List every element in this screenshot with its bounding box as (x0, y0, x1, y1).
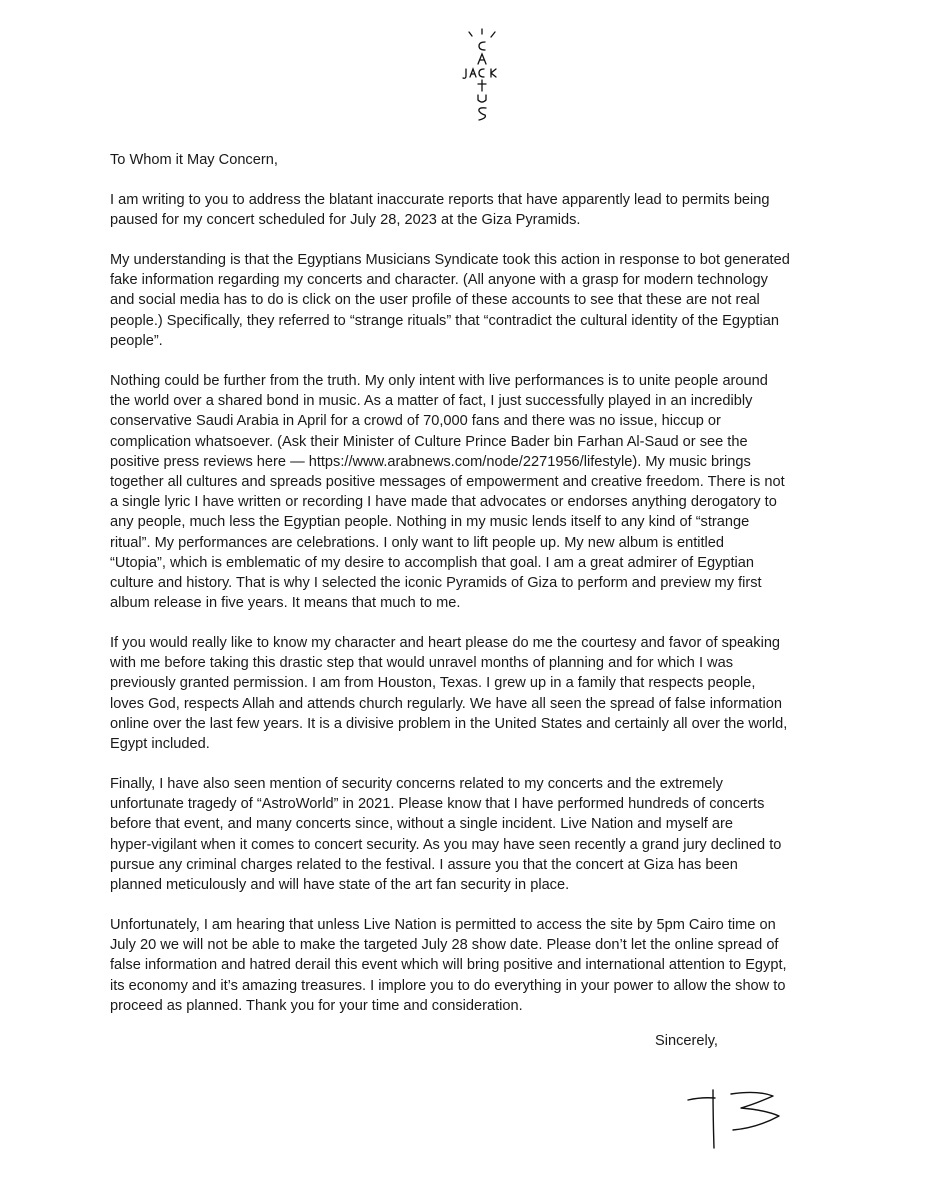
closing: Sincerely, (655, 1033, 718, 1049)
paragraph-5: Finally, I have also seen mention of security concerns related to my concerts and the extremely unfortunate tragedy of “AstroWorld” in 2021. Please know that I have performed hundreds of concerts before that event, and many concerts since, without a single incident. Live Nation and myself are hyper-vigilant when it comes to concert security. As you may have seen recently a grand jury declined to pursue any criminal charges related to the festival. I assure you that the concert at Giza has been planned meticulously and will have state of the art fan security in place. (110, 776, 782, 894)
paragraph-3: Nothing could be further from the truth. My only intent with live performances is to unite people around the world over a shared bond in music. As a matter of fact, I just successfully played in an incredibly conservative Saudi Arabia in April for a crowd of 70,000 fans and there was no issue, hiccup or complication whatsoever. (Ask their Minister of Culture Prince Bader bin Farhan Al-Saud or see the positive press reviews here — https://www.arabnews.com/node/2271956/lifestyle). My music brings together all cultures and spreads positive messages of empowerment and creative freedom. There is not a single lyric I have written or recording I have made that advocates or endorses anything derogatory to any people, much less the Egyptian people. Nothing in my music lends itself to any kind of “strange ritual”. My performances are celebrations. I only want to lift people up. My new album is entitled “Utopia”, which is emblematic of my desire to accomplish that goal. I am a great admirer of Egyptian culture and history. That is why I selected the iconic Pyramids of Giza to perform and preview my first album release in five years. It means that much to me. (110, 373, 785, 612)
salutation: To Whom it May Concern, (110, 152, 278, 168)
paragraph-2: My understanding is that the Egyptians Musicians Syndicate took this action in response to bot generated fake information regarding my concerts and character. (All anyone with a grasp for modern technology and social media has to do is click on the user profile of these accounts to see that these are not real people.) Specifically, they referred to “strange rituals” that “contradict the cultural identity of the Egyptian people”. (110, 252, 790, 349)
cactus-jack-logo (455, 28, 511, 124)
paragraph-6: Unfortunately, I am hearing that unless Live Nation is permitted to access the site by 5pm Cairo time on July 20 we will not be able to make the targeted July 28 show date. Please don’t let the online spread of false information and hatred derail this event which will bring positive and international attention to Egypt, its economy and it’s amazing treasures. I implore you to do everything in your power to allow the show to proceed as planned. Thank you for your time and consideration. (110, 917, 787, 1014)
handwritten-signature (683, 1086, 793, 1156)
paragraph-1: I am writing to you to address the blatant inaccurate reports that have apparently lead to permits being paused for my concert scheduled for July 28, 2023 at the Giza Pyramids. (110, 192, 770, 229)
paragraph-4: If you would really like to know my character and heart please do me the courtesy and favor of speaking with me before taking this drastic step that would unravel months of planning and for which I was previously granted permission. I am from Houston, Texas. I grew up in a family that respects people, loves God, respects Allah and attends church regularly. We have all seen the spread of false information online over the last few years. It is a divisive problem in the United States and certainly all over the world, Egypt included. (110, 635, 788, 753)
